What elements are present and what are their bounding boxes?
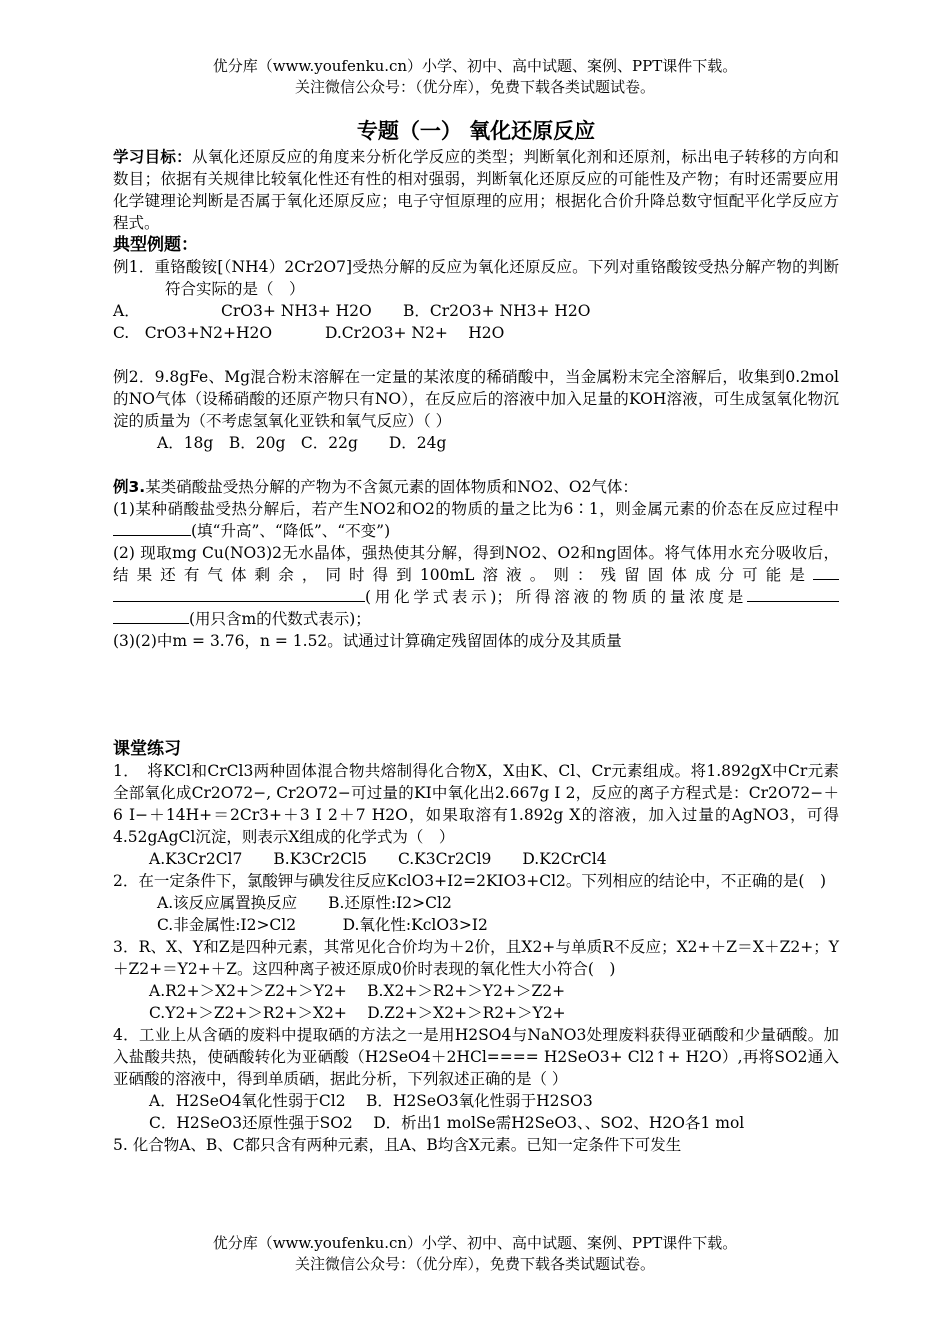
example-1 [113,256,839,344]
answer-blank-2 [813,564,839,580]
practice-4-options-cd: C．H2SeO3还原性强于SO2 D．析出1 molSe需H2SeO3、、SO2、H2O各1 mol [149,1114,745,1132]
learning-goal-label: 学习目标： [113,148,192,166]
example-1-option-b: B．Cr2O3+ NH3+ H2O [403,302,591,320]
example-3-q1-text: (1)某种硝酸盐受热分解后，若产生NO2和O2的物质的量之比为6∶1，则金属元素的价态在反应过程中 [113,500,839,518]
practice-5-question: 5. 化合物A、B、C都只含有两种元素，且A、B均含X元素。已知一定条件下可发生 [113,1136,682,1154]
practice-2-options-cd: C.非金属性:I2>Cl2 D.氧化性:KclO3>I2 [157,916,488,934]
example-3-q2-mid: (用化学式表示)；所得溶液的物质的量浓度是 [365,588,747,606]
practice-5 [113,1134,839,1156]
example-1-option-d: D.Cr2O3+ N2+ H2O [325,324,505,342]
practice-1 [113,760,839,870]
example-1-stem [113,256,839,300]
example-1-question: 重铬酸铵[（NH4）2Cr2O7]受热分解的反应为氧化还原反应。下列对重铬酸铵受热分解产物的判断符合实际的是（ ） [154,258,839,298]
answer-blank-2-continued [113,586,365,602]
example-1-option-c: C. CrO3+N2+H2O [113,324,273,342]
example-3-q2-end: (用只含m的代数式表示)； [189,610,371,628]
practice-2-options-ab: A.该反应属置换反应 B.还原性:I2>Cl2 [157,894,452,912]
example-1-option-a-label: A． [113,302,140,320]
practice-3-options-cd: C.Y2+＞Z2+＞R2+＞X2+ D.Z2+＞X2+＞R2+＞Y2+ [149,1004,566,1022]
example-3-q1 [113,498,839,542]
practice-4-question: 4．工业上从含硒的废料中提取硒的方法之一是用H2SO4与NaNO3处理废料获得亚硒酸和少量硒酸。加入盐酸共热，使硒酸转化为亚硒酸（H2SeO4＋2HCl==== H2SeO3+ Cl2↑+ H2O）,再将SO2通入亚硒酸的溶液中，得到单质硒，据此分析，下列叙述正确的是（ ） [113,1026,839,1088]
example-2 [113,366,839,454]
practice-3-question: 3．R、X、Y和Z是四种元素，其常见化合价均为＋2价，且X2+与单质R不反应；X2+＋Z＝X＋Z2+；Y＋Z2+＝Y2+＋Z。这四种离子被还原成0价时表现的氧化性大小符合( ) [113,938,839,978]
example-1-option-a: CrO3+ NH3+ H2O [221,302,372,320]
page-header [0,56,950,98]
learning-goal [113,146,839,234]
example-1-options-ab [113,300,839,322]
example-3-question: 某类硝酸盐受热分解的产物为不含氮元素的固体物质和NO2、O2气体： [145,478,638,496]
example-3-q2 [113,542,839,630]
answer-blank-3 [747,586,839,602]
footer-line-2: 关注微信公众号：（优分库），免费下载各类试题试卷。 [294,1255,655,1273]
practice-1-question: 1． 将KCl和CrCl3两种固体混合物共熔制得化合物X，X由K、Cl、Cr元素组成。将1.892gX中Cr元素全部氧化成Cr2O72−, Cr2O72−可过量的KI中氧化出2.667g I 2，反应的离子方程式是：Cr2O72−＋6 I−＋14H+＝2Cr3+＋3 I 2＋7 H2O，如果取溶有1.892g X的溶液，加入过量的AgNO3，可得4.52gAgCl沉淀，则表示X组成的化学式为（ ） [113,762,839,846]
example-3 [113,476,839,652]
answer-blank-1 [113,520,191,536]
learning-goal-text: 从氧化还原反应的角度来分析化学反应的类型；判断氧化剂和还原剂，标出电子转移的方向和数目；依据有关规律比较氧化性还有性的相对强弱，判断氧化还原反应的可能性及产物；有时还需要应用化学键理论判断是否属于氧化还原反应；电子守恒原理的应用；根据化合价升降总数守恒配平化学反应方程式。 [113,148,839,232]
page-title: 专题（一） 氧化还原反应 [356,119,596,143]
practice-2 [113,870,839,936]
example-3-q2-text: (2) 现取mg Cu(NO3)2无水晶体，强热使其分解，得到NO2、O2和ng固体。将气体用水充分吸收后，结果还有气体剩余，同时得到100mL溶液。则：残留固体成分可能是 [113,544,839,584]
example-1-options-cd [113,322,839,344]
example-3-stem [113,476,839,498]
practice-1-options: A.K3Cr2Cl7 B.K3Cr2Cl5 C.K3Cr2Cl9 D.K2CrCl4 [149,850,607,868]
example-2-stem [113,366,839,432]
example-3-label: 例3. [113,478,146,496]
main-content [113,116,839,1156]
practice-heading: 课堂练习 [113,739,181,759]
practice-4-options-ab: A．H2SeO4氧化性弱于Cl2 B．H2SeO3氧化性弱于H2SO3 [149,1092,593,1110]
header-line-2: 关注微信公众号：（优分库），免费下载各类试题试卷。 [294,78,655,96]
practice-3 [113,936,839,1024]
example-3-q1-hint: (填“升高”、“降低”、“不变”) [191,522,391,540]
practice-4 [113,1024,839,1134]
practice-3-options-ab: A.R2+＞X2+＞Z2+＞Y2+ B.X2+＞R2+＞Y2+＞Z2+ [149,982,566,1000]
example-2-options: A．18g B．20g C．22g D．24g [157,434,447,452]
footer-line-1: 优分库（www.youfenku.cn）小学、初中、高中试题、案例、PPT课件下载。 [212,1234,738,1252]
examples-heading: 典型例题： [113,235,198,255]
page-footer [0,1233,950,1275]
header-line-1: 优分库（www.youfenku.cn）小学、初中、高中试题、案例、PPT课件下载。 [212,57,738,75]
example-2-question: 9.8gFe、Mg混合粉末溶解在一定量的某浓度的稀硝酸中，当金属粉末完全溶解后，收集到0.2mol的NO气体（设稀硝酸的还原产物只有NO），在反应后的溶液中加入足量的KOH溶液，可生成氢氧化物沉淀的质量为（不考虑氢氧化亚铁和氧气反应）（ ） [113,368,839,430]
example-2-label: 例2． [113,368,155,386]
example-1-label: 例1． [113,258,155,276]
practice-2-question: 2．在一定条件下，氯酸钾与碘发往反应KclO3+I2=2KIO3+Cl2。下列相应的结论中，不正确的是( ) [113,872,827,890]
answer-blank-3-continued [113,608,189,624]
example-3-q3: (3)(2)中m = 3.76，n = 1.52。试通过计算确定残留固体的成分及其质量 [113,632,622,650]
